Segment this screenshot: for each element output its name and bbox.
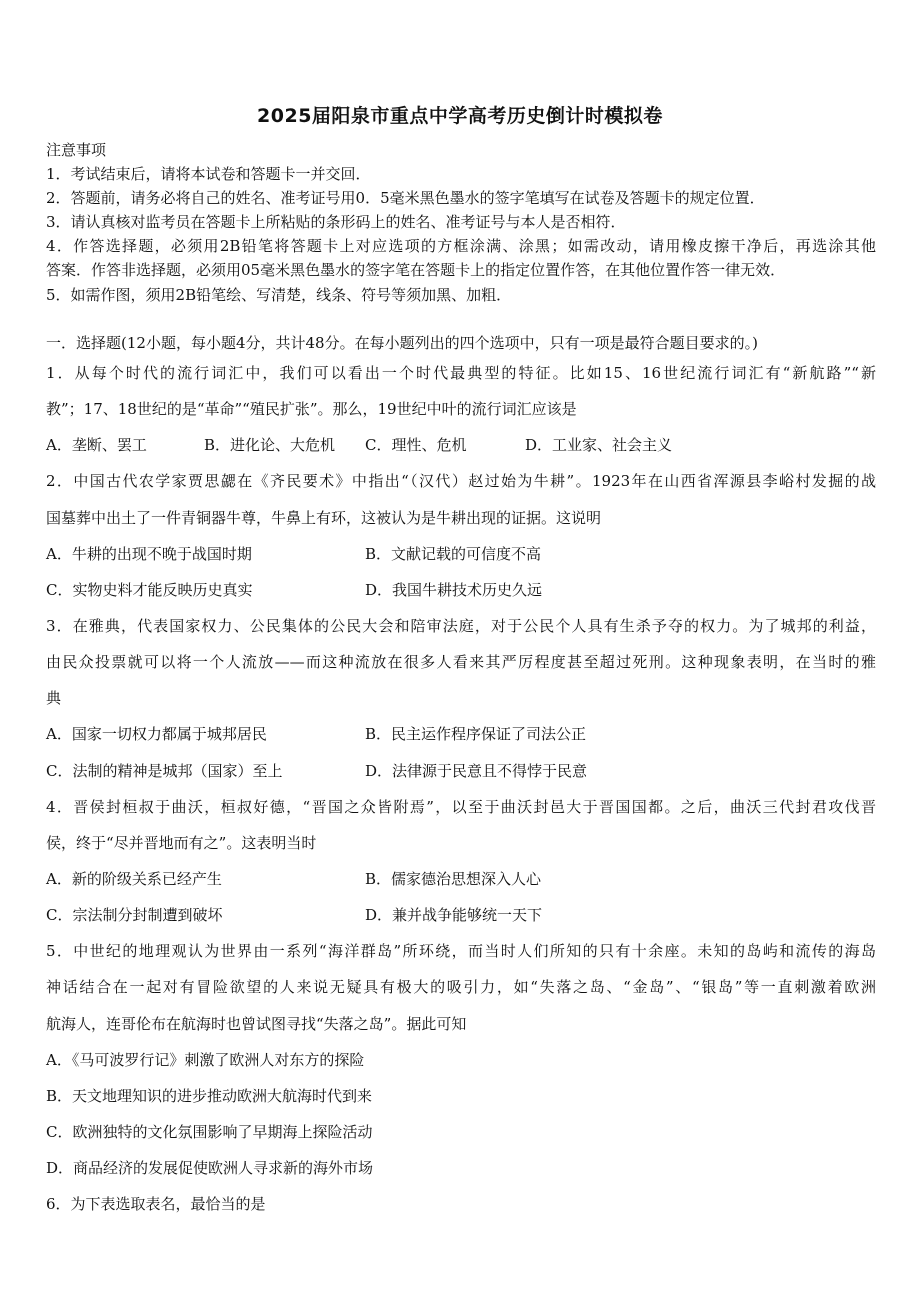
notice-item: 4．作答选择题，必须用2B铅笔将答题卡上对应选项的方框涂满、涂黑；如需改动，请用橡皮擦干净后，再选涂其他 [46, 237, 876, 255]
q2-option-a[interactable]: A．牛耕的出现不晚于战国时期 [46, 545, 252, 563]
notice-item: 2．答题前，请务必将自己的姓名、准考证号用0．5毫米黑色墨水的签字笔填写在试卷及答题卡的规定位置． [46, 189, 765, 207]
q4-option-d[interactable]: D．兼并战争能够统一天下 [365, 906, 543, 924]
q4-option-b[interactable]: B．儒家德治思想深入人心 [365, 870, 542, 888]
question-5-line: 神话结合在一起对有冒险欲望的人来说无疑具有极大的吸引力，如“失落之岛、“金岛”、“银岛”等一直刺激着欧洲 [46, 978, 876, 996]
q3-option-c[interactable]: C．法制的精神是城邦（国家）至上 [46, 762, 283, 780]
q5-option-a[interactable]: A．《马可波罗行记》刺激了欧洲人对东方的探险 [46, 1051, 365, 1069]
q5-option-c[interactable]: C．欧洲独特的文化氛围影响了早期海上探险活动 [46, 1123, 373, 1141]
notice-heading: 注意事项 [46, 141, 107, 159]
question-5-line: 航海人，连哥伦布在航海时也曾试图寻找“失落之岛”。据此可知 [46, 1015, 467, 1033]
q4-option-c[interactable]: C．宗法制分封制遭到破坏 [46, 906, 223, 924]
question-3-line: 3．在雅典，代表国家权力、公民集体的公民大会和陪审法庭，对于公民个人具有生杀予夺的权力。为了城邦的利益， [46, 617, 876, 635]
question-6-line: 6．为下表选取表名，最恰当的是 [46, 1195, 266, 1213]
question-3-line: 由民众投票就可以将一个人流放——而这种流放在很多人看来其严厉程度甚至超过死刑。这种现象表明，在当时的雅 [46, 653, 876, 671]
question-3-line: 典 [46, 689, 62, 707]
question-1-line: 教”；17、18世纪的是“革命”“殖民扩张”。那么，19世纪中叶的流行词汇应该是 [46, 400, 577, 418]
q2-option-c[interactable]: C．实物史料才能反映历史真实 [46, 581, 253, 599]
notice-item: 3．请认真核对监考员在答题卡上所粘贴的条形码上的姓名、准考证号与本人是否相符． [46, 213, 626, 231]
notice-item: 1．考试结束后，请将本试卷和答题卡一并交回． [46, 165, 371, 183]
q1-option-c[interactable]: C．理性、危机 [365, 436, 467, 454]
question-4-line: 侯，终于“尽并晋地而有之”。这表明当时 [46, 834, 317, 852]
q5-option-b[interactable]: B．天文地理知识的进步推动欧洲大航海时代到来 [46, 1087, 373, 1105]
question-2-line: 2．中国古代农学家贾思勰在《齐民要术》中指出“（汉代）赵过始为牛耕”。1923年在山西省浑源县李峪村发掘的战 [46, 472, 876, 490]
q1-option-a[interactable]: A．垄断、罢工 [46, 436, 147, 454]
notice-item: 5．如需作图，须用2B铅笔绘、写清楚，线条、符号等须加黑、加粗． [46, 286, 512, 304]
notice-item: 答案．作答非选择题，必须用05毫米黑色墨水的签字笔在答题卡上的指定位置作答，在其他位置作答一律无效． [46, 261, 786, 279]
q2-option-b[interactable]: B．文献记载的可信度不高 [365, 545, 542, 563]
q3-option-d[interactable]: D．法律源于民意且不得悖于民意 [365, 762, 588, 780]
q5-option-d[interactable]: D．商品经济的发展促使欧洲人寻求新的海外市场 [46, 1159, 374, 1177]
page-title: 2025届阳泉市重点中学高考历史倒计时模拟卷 [257, 105, 663, 127]
q3-option-b[interactable]: B．民主运作程序保证了司法公正 [365, 725, 587, 743]
q1-option-b[interactable]: B．进化论、大危机 [204, 436, 336, 454]
q3-option-a[interactable]: A．国家一切权力都属于城邦居民 [46, 725, 267, 743]
question-2-line: 国墓葬中出土了一件青铜器牛尊，牛鼻上有环，这被认为是牛耕出现的证据。这说明 [46, 509, 602, 527]
q2-option-d[interactable]: D．我国牛耕技术历史久远 [365, 581, 543, 599]
q4-option-a[interactable]: A．新的阶级关系已经产生 [46, 870, 222, 888]
question-5-line: 5．中世纪的地理观认为世界由一系列“海洋群岛”所环绕，而当时人们所知的只有十余座。未知的岛屿和流传的海岛 [46, 942, 876, 960]
question-1-line: 1．从每个时代的流行词汇中，我们可以看出一个时代最典型的特征。比如15、16世纪流行词汇有“新航路”“新 [46, 364, 876, 382]
q1-option-d[interactable]: D．工业家、社会主义 [525, 436, 673, 454]
section-heading: 一．选择题(12小题，每小题4分，共计48分。在每小题列出的四个选项中，只有一项是最符合题目要求的。) [46, 334, 758, 352]
question-4-line: 4．晋侯封桓叔于曲沃，桓叔好德，“晋国之众皆附焉”，以至于曲沃封邑大于晋国国都。之后，曲沃三代封君攻伐晋 [46, 798, 876, 816]
